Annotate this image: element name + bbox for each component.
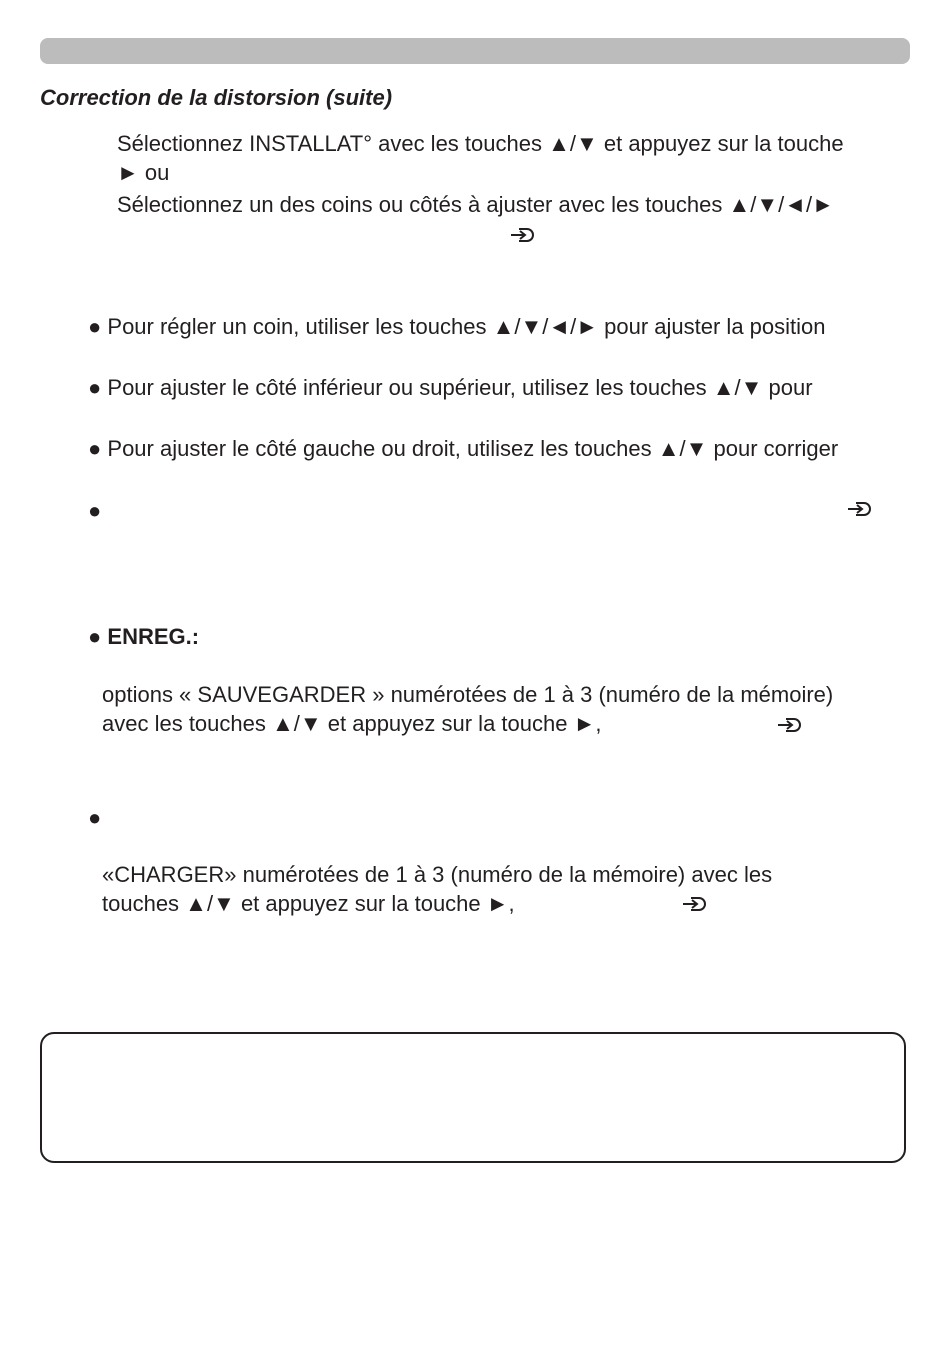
input-key-icon [682,895,708,913]
header-bar [40,38,910,64]
bullet-empty: ● [88,498,102,523]
bullet-load: ● [88,805,102,830]
input-key-icon [777,716,803,734]
note-box [40,1032,906,1163]
bullet-top-bottom: ● Pour ajuster le côté inférieur ou supérieur, utilisez les touches ▲/▼ pour [88,375,813,400]
step-line-2: ► ou [117,160,170,185]
bullet-save-label: ● ENREG.: [88,624,200,649]
step-line-1: Sélectionnez INSTALLAT° avec les touches ▲/▼ et appuyez sur la touche [117,131,844,156]
input-key-icon [510,226,536,244]
load-line-2: touches ▲/▼ et appuyez sur la touche ►, [102,891,515,916]
bullet-left-right: ● Pour ajuster le côté gauche ou droit, utilisez les touches ▲/▼ pour corriger [88,436,839,461]
load-line-1: «CHARGER» numérotées de 1 à 3 (numéro de la mémoire) avec les [102,862,773,887]
bullet-corner: ● Pour régler un coin, utiliser les touches ▲/▼/◄/► pour ajuster la position [88,314,826,339]
save-line-1: options « SAUVEGARDER » numérotées de 1 à 3 (numéro de la mémoire) [102,682,834,707]
input-key-icon [847,500,873,518]
section-heading: Correction de la distorsion (suite) [40,85,393,110]
step-line-3: Sélectionnez un des coins ou côtés à ajuster avec les touches ▲/▼/◄/► [117,192,834,217]
save-line-2: avec les touches ▲/▼ et appuyez sur la touche ►, [102,711,602,736]
